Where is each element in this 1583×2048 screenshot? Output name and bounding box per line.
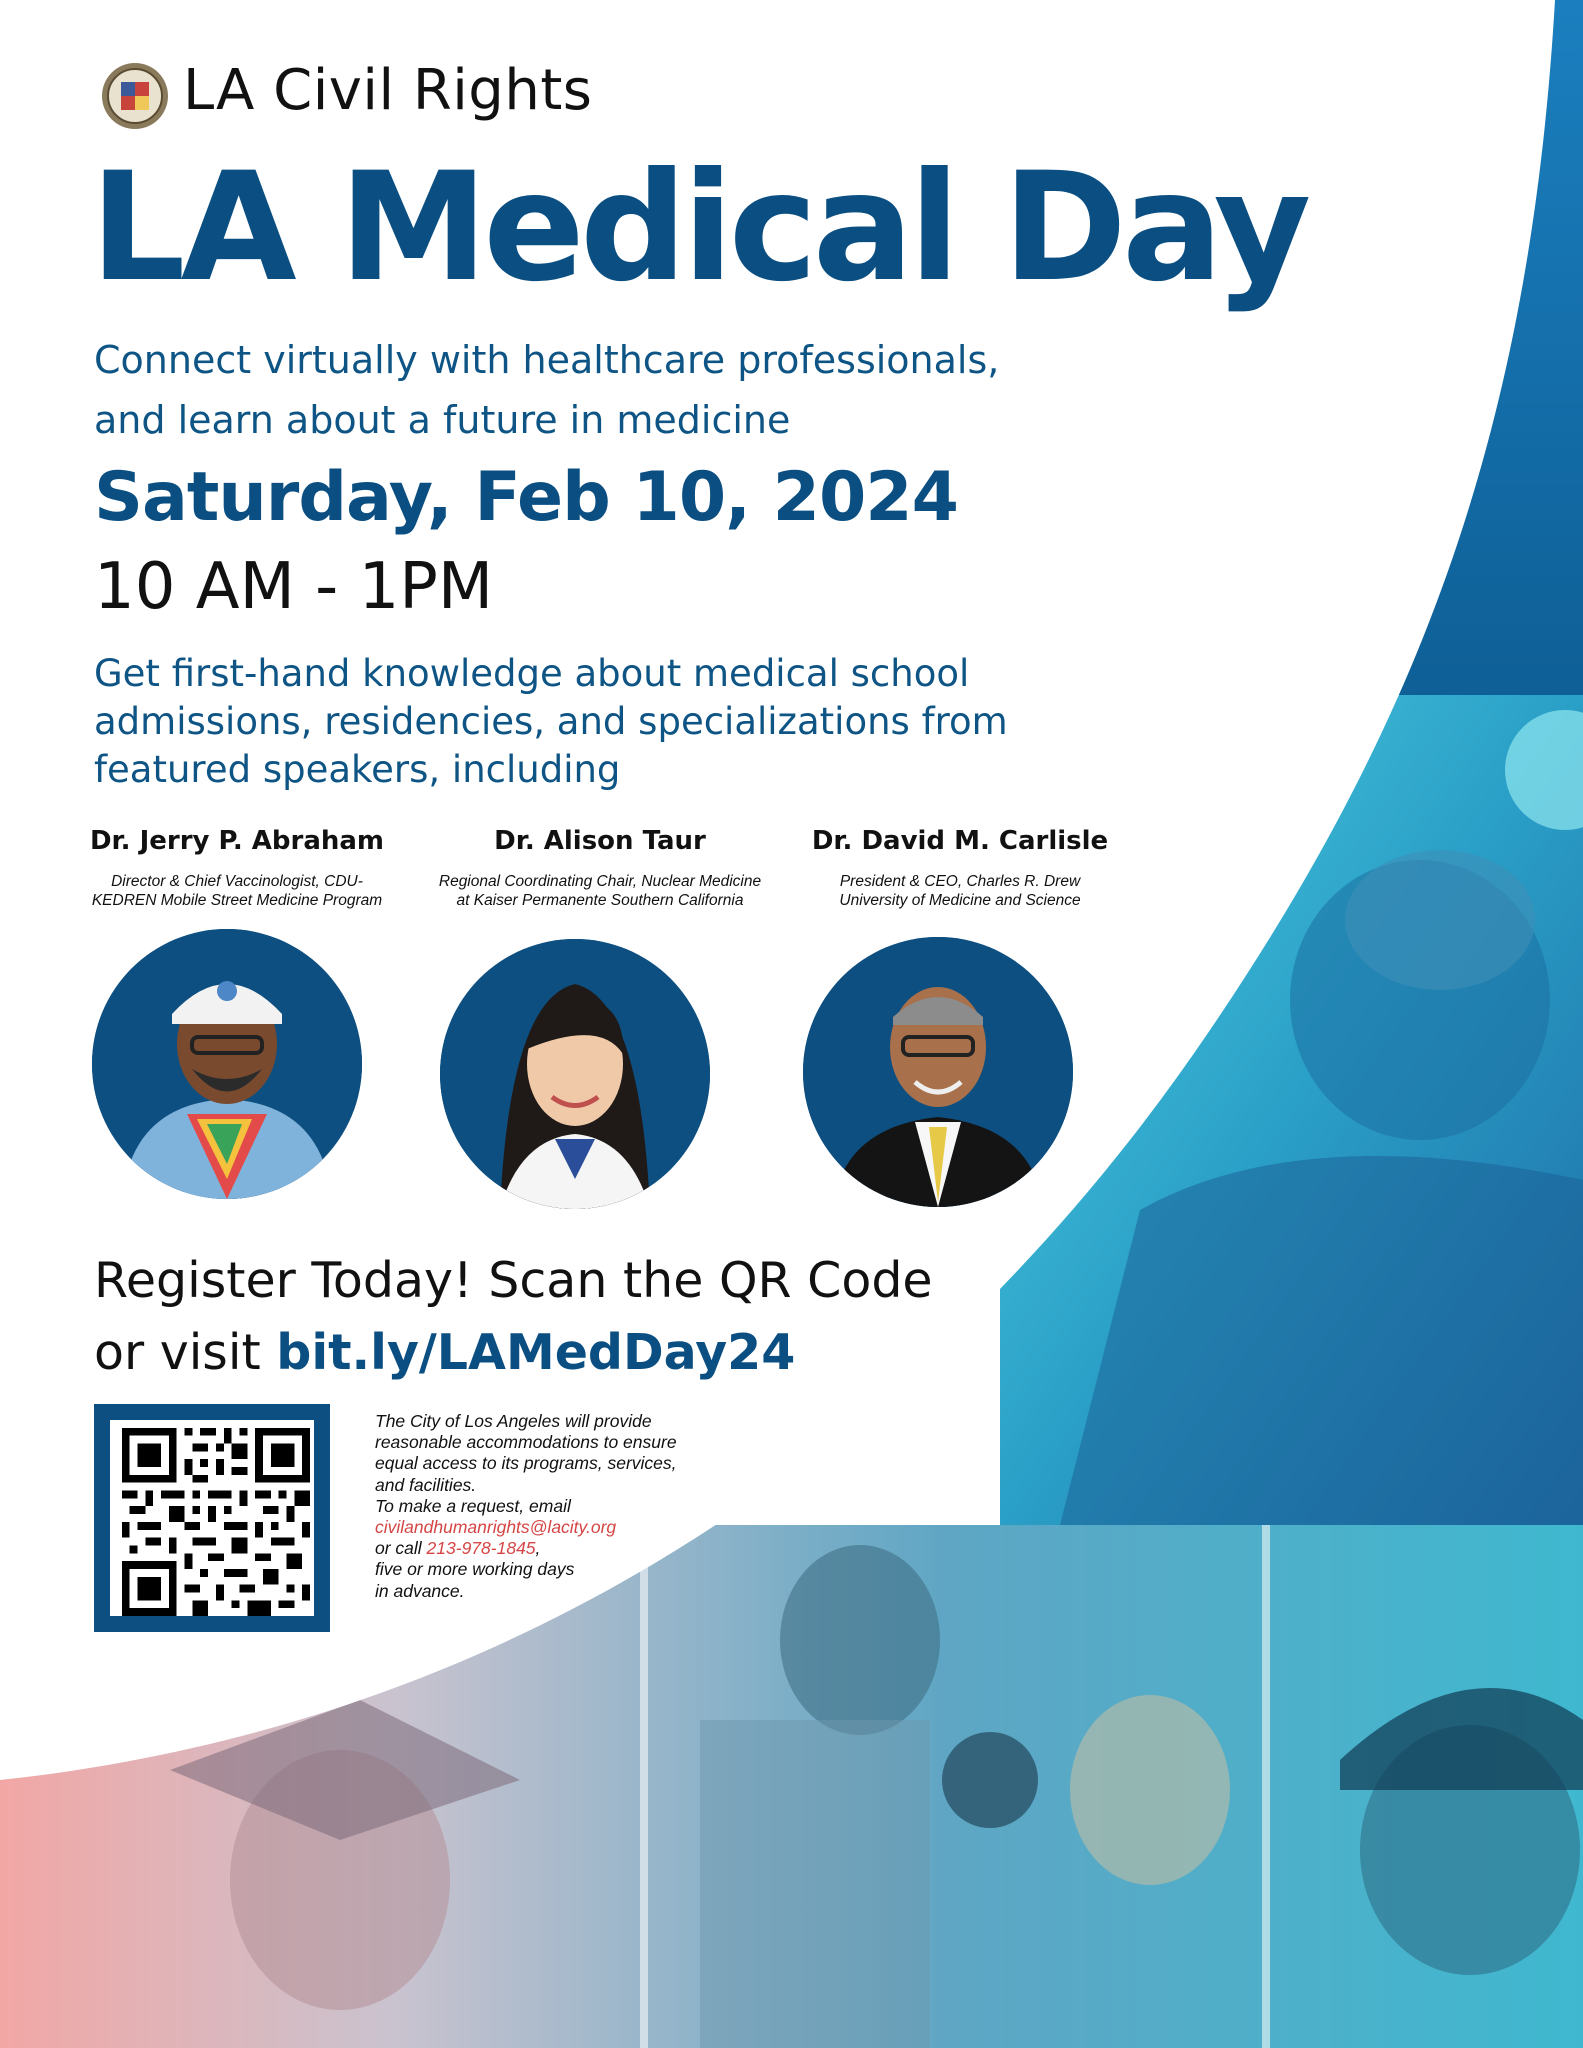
- qr-code[interactable]: [110, 1420, 314, 1616]
- speaker-card: [57, 826, 417, 910]
- accommodation-line: To make a request, email: [375, 1495, 571, 1516]
- accommodation-phone-line: [375, 1538, 735, 1559]
- event-title: LA Medical Day: [90, 141, 1307, 315]
- contact-email-link[interactable]: civilandhumanrights@lacity.org: [375, 1517, 617, 1538]
- qr-code-frame[interactable]: [94, 1404, 330, 1632]
- qr-code-icon: [110, 1420, 314, 1616]
- accommodation-line: The City of Los Angeles will provide: [375, 1411, 652, 1431]
- event-date: Saturday, Feb 10, 2024: [94, 458, 958, 537]
- speaker-role-line: KEDREN Mobile Street Medicine Program: [91, 892, 383, 909]
- accommodation-line: equal access to its programs, services,: [375, 1453, 677, 1474]
- registration-prefix: or visit: [94, 1324, 277, 1381]
- speaker-card: [780, 826, 1140, 910]
- registration-call-to-action: [94, 1245, 1094, 1389]
- person-portrait-icon: [92, 929, 362, 1199]
- call-suffix: ,: [535, 1538, 541, 1559]
- speaker-portrait: [92, 929, 362, 1199]
- speaker-name: Dr. Alison Taur: [494, 826, 706, 856]
- accommodation-line: reasonable accommodations to ensure: [375, 1432, 677, 1453]
- speaker-role: [57, 872, 417, 910]
- event-description: Get first-hand knowledge about medical school admissions, residencies, and specializations from featured speakers, including: [94, 652, 1008, 791]
- speaker-card: [420, 826, 780, 910]
- speaker-name: Dr. David M. Carlisle: [811, 826, 1109, 856]
- city-of-los-angeles-seal-icon: [101, 62, 169, 130]
- registration-line-2: [94, 1317, 1094, 1389]
- registration-line-1: Register Today! Scan the QR Code: [94, 1252, 933, 1309]
- speaker-role: [420, 872, 780, 910]
- city-seal-logo: [101, 62, 169, 130]
- person-portrait-icon: [440, 939, 710, 1209]
- speaker-role-line: President & CEO, Charles R. Drew: [839, 873, 1081, 890]
- contact-phone-link[interactable]: 213-978-1845: [426, 1538, 536, 1559]
- speaker-portrait: [803, 937, 1073, 1207]
- speaker-role-line: Director & Chief Vaccinologist, CDU-: [111, 873, 363, 890]
- speaker-role-line: Regional Coordinating Chair, Nuclear Medicine: [438, 873, 762, 890]
- accommodation-line: and facilities.: [375, 1474, 477, 1495]
- organization-name: LA Civil Rights: [183, 58, 593, 123]
- speaker-role-line: University of Medicine and Science: [839, 892, 1081, 909]
- accommodation-line: in advance.: [375, 1580, 465, 1601]
- tagline-line-2: and learn about a future in medicine: [94, 398, 791, 442]
- tagline-line-1: Connect virtually with healthcare professionals,: [94, 338, 1000, 382]
- speaker-name: Dr. Jerry P. Abraham: [89, 826, 385, 856]
- person-portrait-icon: [803, 937, 1073, 1207]
- speaker-portrait: [440, 939, 710, 1209]
- registration-link[interactable]: bit.ly/LAMedDay24: [276, 1324, 796, 1381]
- accommodation-line: five or more working days: [375, 1559, 575, 1580]
- accommodation-notice: [375, 1411, 735, 1602]
- speaker-role: [780, 872, 1140, 910]
- event-time: 10 AM - 1PM: [94, 550, 494, 624]
- call-prefix: or call: [375, 1538, 427, 1559]
- event-tagline: [94, 330, 1194, 450]
- speaker-role-line: at Kaiser Permanente Southern California: [456, 892, 744, 909]
